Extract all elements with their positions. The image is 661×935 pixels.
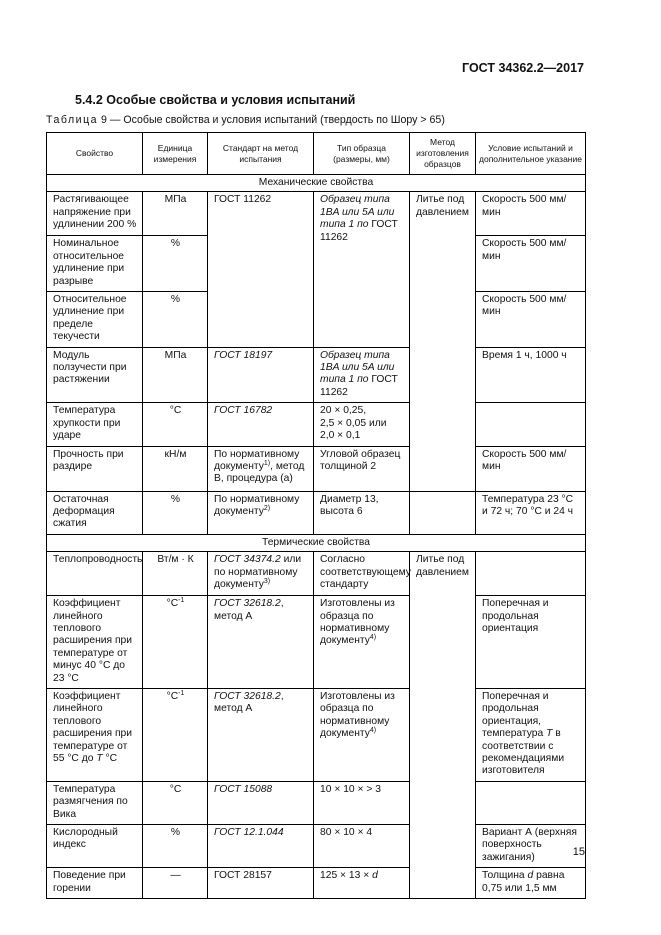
cell-standard: ГОСТ 11262 — [208, 192, 314, 347]
std-italic: ГОСТ 34374.2 — [214, 554, 281, 566]
caption-table-word: Таблица — [46, 114, 99, 126]
cond-text: Толщина — [482, 870, 528, 882]
specimen-line: 2,5 × 0,05 или — [320, 417, 387, 429]
header-conditions: Условие испытаний и дополнительное указание — [476, 133, 586, 175]
unit-exponent: -1 — [178, 597, 185, 605]
cell-standard: ГОСТ 12.1.044 — [208, 825, 314, 868]
cell-conditions: Скорость 500 мм/мин — [476, 446, 586, 491]
cell-property: Поведение при горении — [47, 868, 143, 899]
cell-specimen: 10 × 10 × > 3 — [314, 781, 410, 824]
specimen-text: ГОСТ 11262 — [320, 219, 398, 243]
specimen-text: 125 × 13 × — [320, 870, 373, 882]
cond-text: равна 0,75 или 1,5 мм — [482, 870, 565, 894]
header-specimen: Тип образца (размеры, мм) — [314, 133, 410, 175]
footnote-ref: 2) — [263, 504, 271, 512]
cond-variable: d — [527, 870, 534, 882]
subheading-row — [47, 534, 586, 551]
cell-unit: % — [143, 491, 208, 534]
cell-specimen: Диаметр 13, высота 6 — [314, 491, 410, 534]
table-caption — [46, 114, 445, 126]
cell-standard: ГОСТ 16782 — [208, 403, 314, 446]
cell-property: Температура размягчения по Вика — [47, 781, 143, 824]
std-italic: ГОСТ 32618.2 — [214, 690, 281, 702]
cell-specimen — [314, 192, 410, 347]
cond-text: Поперечная и продольная ориентация, температура — [482, 690, 549, 740]
cell-specimen — [314, 688, 410, 781]
specimen-line: 20 × 0,25, — [320, 405, 367, 417]
specimen-text: Изготовлены из образца по нормативному документу — [320, 690, 395, 740]
cell-conditions — [476, 868, 586, 899]
table-row — [47, 868, 586, 899]
table-row — [47, 781, 586, 824]
cell-unit: °C — [143, 781, 208, 824]
cell-unit: % — [143, 292, 208, 348]
cell-conditions: Скорость 500 мм/мин — [476, 236, 586, 292]
table-row — [47, 192, 586, 236]
unit-base: °C — [166, 690, 179, 702]
subheading-thermal: Термические свойства — [47, 534, 586, 551]
cell-property: Кислородный индекс — [47, 825, 143, 868]
prop-text: Коэффициент линейного теплового расширения при температуре от 55 °C до — [53, 690, 132, 764]
header-unit: Единица измерения — [143, 133, 208, 175]
cond-variable: T — [546, 728, 553, 740]
cell-standard: ГОСТ 28157 — [208, 868, 314, 899]
cell-specimen — [314, 347, 410, 403]
footnote-ref: 1) — [263, 459, 271, 467]
cell-conditions: Скорость 500 мм/мин — [476, 192, 586, 236]
cell-property: Номинальное относительное удлинение при разрыве — [47, 236, 143, 292]
cell-unit — [143, 688, 208, 781]
cell-property: Остаточная деформация сжатия — [47, 491, 143, 534]
std-text: , метод А — [214, 690, 284, 715]
cell-unit: % — [143, 236, 208, 292]
properties-table — [46, 132, 586, 899]
table-row — [47, 403, 586, 446]
cell-specimen: Согласно соответствующему стандарту — [314, 552, 410, 596]
specimen-text: Изготовлены из образца по нормативному документу — [320, 598, 395, 647]
cell-method: Литье под давлением — [410, 552, 476, 899]
cell-conditions: Время 1 ч, 1000 ч — [476, 347, 586, 403]
prop-text: °C — [102, 753, 118, 764]
cell-specimen — [314, 596, 410, 689]
std-text: , метод А — [214, 598, 284, 622]
caption-text: 9 — Особые свойства и условия испытаний (твердость по Шору > 65) — [98, 114, 445, 126]
cell-property: Прочность при раздире — [47, 446, 143, 491]
specimen-text: ГОСТ 11262 — [320, 374, 398, 398]
header-method: Метод изготовления образцов — [410, 133, 476, 175]
cell-specimen — [314, 403, 410, 446]
section-title: 5.4.2 Особые свойства и условия испытаний — [75, 93, 356, 107]
footnote-ref: 4) — [369, 634, 377, 642]
specimen-italic: Образец типа 1BA или 5A или типа 1 по — [320, 194, 395, 231]
cell-conditions — [476, 403, 586, 446]
std-text: или по нормативному документу — [214, 554, 302, 590]
table-row — [47, 552, 586, 596]
cell-standard: ГОСТ 15088 — [208, 781, 314, 824]
table-row — [47, 596, 586, 689]
cell-unit: % — [143, 825, 208, 868]
cell-unit: — — [143, 868, 208, 899]
cell-conditions — [476, 552, 586, 596]
cell-unit: кН/м — [143, 446, 208, 491]
unit-base: °C — [166, 598, 179, 610]
table-header-row — [47, 133, 586, 175]
document-code: ГОСТ 34362.2—2017 — [462, 61, 584, 75]
cell-standard — [208, 491, 314, 534]
specimen-line: 2,0 × 0,1 — [320, 430, 361, 442]
cell-property: Коэффициент линейного теплового расширения при температуре от минус 40 °C до 23 °C — [47, 596, 143, 689]
cell-standard — [208, 596, 314, 689]
cell-specimen: Угловой образец толщиной 2 — [314, 446, 410, 491]
specimen-italic: Образец типа 1BA или 5A или типа 1 по — [320, 349, 395, 386]
cell-specimen — [314, 868, 410, 899]
std-text: По нормативному документу — [214, 448, 300, 472]
specimen-variable: d — [372, 870, 378, 882]
header-property: Свойство — [47, 133, 143, 175]
cell-unit: МПа — [143, 347, 208, 403]
cell-property — [47, 688, 143, 781]
cell-method — [410, 491, 476, 534]
cell-unit: °C — [143, 403, 208, 446]
unit-exponent: -1 — [178, 689, 185, 697]
cell-standard — [208, 552, 314, 596]
table-row — [47, 446, 586, 491]
page-number: 15 — [572, 846, 585, 858]
cell-property: Температура хрупкости при ударе — [47, 403, 143, 446]
cell-unit — [143, 596, 208, 689]
cell-conditions — [476, 688, 586, 781]
cell-specimen: 80 × 10 × 4 — [314, 825, 410, 868]
std-italic: ГОСТ 32618.2 — [214, 598, 281, 610]
table-row — [47, 347, 586, 403]
cell-method: Литье под давлением — [410, 192, 476, 491]
cell-property: Относительное удлинение при пределе текучести — [47, 292, 143, 348]
cell-property: Теплопроводность — [47, 552, 143, 596]
table-row — [47, 688, 586, 781]
prop-variable: T — [96, 753, 103, 764]
footnote-ref: 3) — [263, 577, 271, 585]
std-text: По нормативному документу — [214, 493, 300, 517]
cell-standard — [208, 446, 314, 491]
subheading-mechanical: Механические свойства — [47, 175, 586, 192]
cell-property: Растягивающее напряжение при удлинении 200 % — [47, 192, 143, 236]
table-row — [47, 491, 586, 534]
cell-standard: ГОСТ 18197 — [208, 347, 314, 403]
subheading-row — [47, 175, 586, 192]
cond-text: в соответствии с рекомендациями изготовителя — [482, 728, 565, 777]
footnote-ref: 4) — [369, 727, 377, 735]
std-text: , метод В, процедура (а) — [214, 460, 305, 485]
cell-conditions — [476, 781, 586, 824]
cell-conditions: Температура 23 °C и 72 ч; 70 °C и 24 ч — [476, 491, 586, 534]
header-standard: Стандарт на метод испытания — [208, 133, 314, 175]
cell-unit: Вт/м · К — [143, 552, 208, 596]
cell-conditions: Скорость 500 мм/мин — [476, 292, 586, 348]
table-row — [47, 825, 586, 868]
cell-unit: МПа — [143, 192, 208, 236]
cell-conditions: Вариант А (верхняя поверхность зажигания) — [476, 825, 586, 868]
cell-property: Модуль ползучести при растяжении — [47, 347, 143, 403]
cell-conditions: Поперечная и продольная ориентация — [476, 596, 586, 689]
cell-standard — [208, 688, 314, 781]
